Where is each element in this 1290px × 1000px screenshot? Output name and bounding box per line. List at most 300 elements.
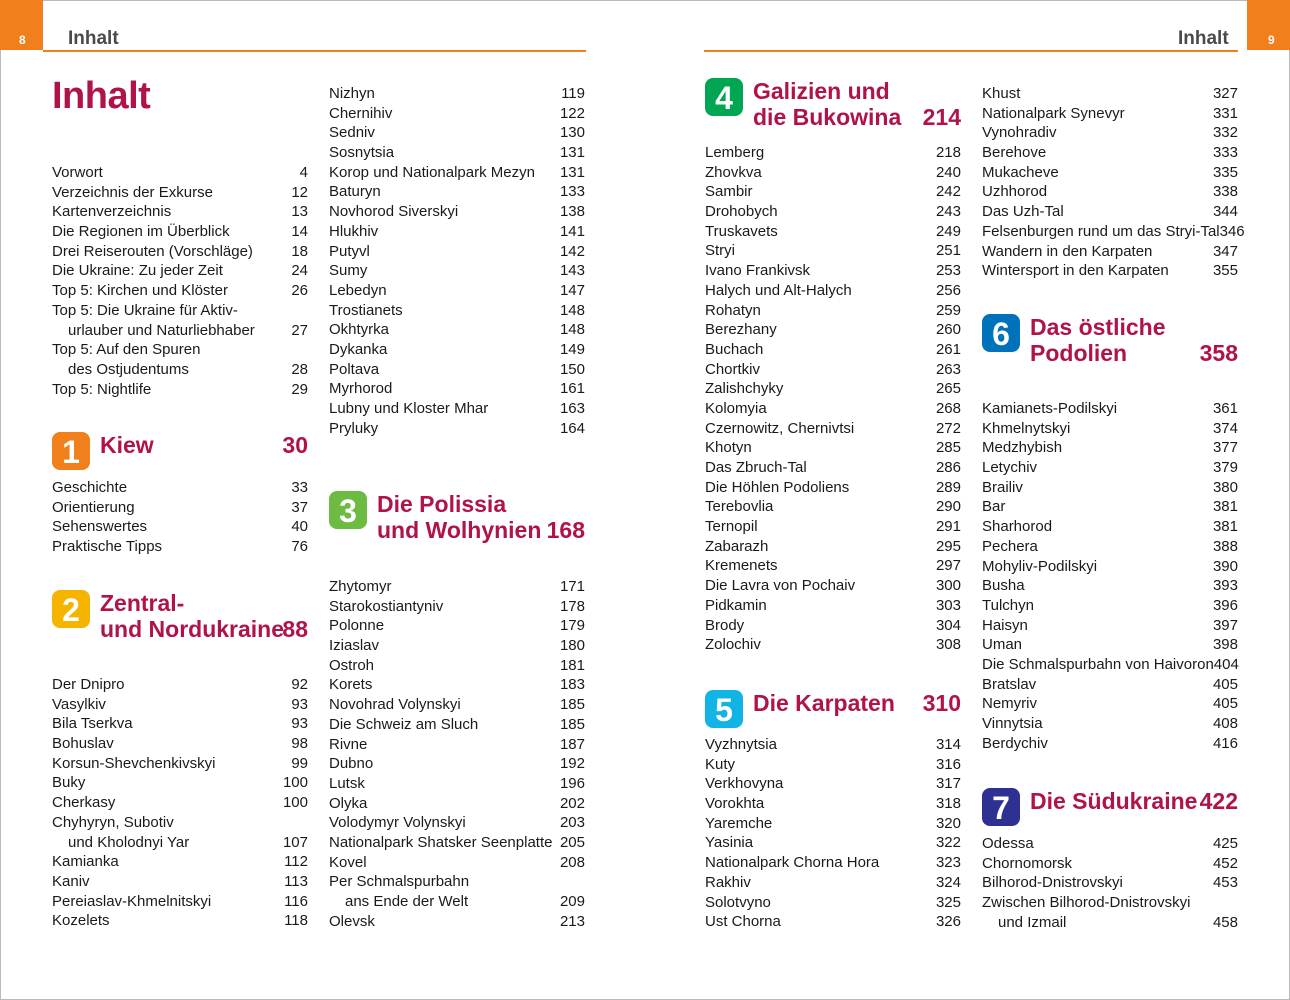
toc-entry[interactable] [982, 576, 1238, 596]
toc-entry[interactable] [52, 380, 308, 400]
toc-entry-page: 187 [559, 735, 585, 753]
toc-entry[interactable] [52, 833, 308, 853]
toc-entry[interactable] [52, 852, 308, 872]
toc-entry[interactable] [329, 123, 585, 143]
toc-entry[interactable] [705, 774, 961, 794]
toc-entry[interactable] [705, 419, 961, 439]
toc-entry-title: Rivne [329, 735, 368, 753]
toc-entry-title: ans Ende der Welt [345, 893, 469, 910]
toc-entry-page: 37 [291, 498, 308, 516]
toc-entry[interactable] [982, 635, 1238, 655]
toc-entry[interactable] [705, 912, 961, 932]
toc-entry[interactable] [705, 478, 961, 498]
toc-entry-page: 13 [291, 203, 308, 221]
chapter-title [753, 690, 895, 716]
toc-entry-title: Korsun-Shevchenkivskyi [52, 754, 216, 772]
toc-entry[interactable] [52, 813, 308, 833]
toc-entry[interactable] [982, 517, 1238, 537]
toc-entry[interactable] [982, 399, 1238, 419]
toc-entry[interactable] [705, 241, 961, 261]
toc-entry-title: Buchach [705, 340, 764, 358]
toc-entry-title: Pechera [982, 537, 1038, 555]
toc-entry-page: 361 [1212, 400, 1238, 417]
toc-entry[interactable] [329, 715, 585, 735]
chapter-start-page: 88 [282, 616, 308, 642]
toc-entry-title: Berdychiv [982, 734, 1048, 752]
toc-entry-page: 92 [291, 676, 308, 693]
chapter-number-badge: 5 [705, 690, 743, 728]
chapter-heading-6[interactable] [982, 314, 1238, 374]
toc-entry-title: Praktische Tipps [52, 538, 163, 556]
toc-entry[interactable] [52, 695, 308, 715]
toc-entry-page: 396 [1212, 596, 1238, 614]
toc-entry[interactable] [329, 360, 585, 380]
toc-entry[interactable] [329, 675, 585, 695]
toc-entry[interactable] [329, 379, 585, 399]
toc-entry-title: Geschichte [52, 479, 128, 496]
toc-entry-page: 209 [559, 893, 585, 910]
toc-entry[interactable] [52, 773, 308, 793]
toc-entry-page: 404 [1213, 655, 1239, 673]
toc-entry-page: 141 [559, 222, 585, 240]
toc-entry[interactable] [705, 163, 961, 183]
toc-entry-title: Chernihiv [329, 104, 393, 122]
toc-entry[interactable] [52, 222, 308, 242]
running-head-right: Inhalt [1178, 28, 1229, 49]
toc-entry-title: Nemyriv [982, 695, 1037, 713]
toc-entry[interactable] [982, 163, 1238, 183]
toc-entry-title: Kovel [329, 853, 367, 871]
toc-entry-title: Nationalpark Synevyr [982, 104, 1125, 122]
toc-entry[interactable] [329, 853, 585, 873]
toc-entry-title: und Izmail [998, 913, 1067, 931]
toc-entry-page: 218 [935, 144, 961, 161]
toc-entry-title: Polonne [329, 617, 385, 635]
toc-entry[interactable] [329, 261, 585, 281]
toc-entry[interactable] [982, 675, 1238, 695]
toc-entry[interactable] [329, 84, 585, 104]
toc-entry-title: Busha [982, 577, 1025, 595]
toc-entry-page: 408 [1212, 715, 1238, 732]
chapter-start-page: 310 [922, 690, 961, 716]
toc-entry[interactable] [329, 813, 585, 833]
toc-entry[interactable] [52, 793, 308, 813]
chapter-title-line: Kiew [100, 432, 154, 458]
toc-entry-page: 300 [935, 577, 961, 595]
toc-entry[interactable] [982, 834, 1238, 854]
toc-entry-page: 323 [935, 854, 961, 872]
toc-entry-page: 416 [1212, 734, 1238, 752]
toc-entry-page: 320 [935, 814, 961, 832]
toc-entry[interactable] [705, 360, 961, 380]
toc-entry[interactable] [982, 261, 1238, 281]
toc-entry-title: Buky [52, 774, 86, 792]
toc-entry-page: 130 [559, 124, 585, 142]
toc-entry-title: Vorwort [52, 164, 103, 181]
toc-entry[interactable] [982, 123, 1238, 143]
toc-entry-page: 213 [559, 912, 585, 930]
toc-entry-title: Kozelets [52, 912, 110, 930]
toc-entry-page: 331 [1212, 104, 1238, 122]
toc-entry[interactable] [705, 320, 961, 340]
toc-entry-page: 324 [935, 873, 961, 891]
toc-entry-page: 289 [935, 478, 961, 496]
toc-entry-title: Pidkamin [705, 596, 767, 614]
toc-entry[interactable] [52, 872, 308, 892]
toc-entry[interactable] [705, 379, 961, 399]
toc-entry[interactable] [329, 104, 585, 124]
toc-entry-title: Sambir [705, 183, 753, 201]
toc-entry-title: Myrhorod [329, 380, 393, 398]
toc-entry-title: urlauber und Naturliebhaber [68, 321, 255, 339]
chapter-title [100, 432, 154, 458]
toc-entry[interactable] [329, 222, 585, 242]
toc-entry[interactable] [52, 321, 308, 341]
toc-entry-title: Kaniv [52, 872, 90, 890]
toc-entry-title: Volodymyr Volynskyi [329, 814, 466, 832]
toc-entry[interactable] [982, 714, 1238, 734]
toc-entry[interactable] [705, 735, 961, 755]
toc-entry-page: 202 [559, 794, 585, 812]
toc-entry-page: 314 [935, 736, 961, 753]
toc-entry[interactable] [52, 183, 308, 203]
toc-entry-title: Vynohradiv [982, 124, 1057, 142]
toc-entry[interactable] [329, 281, 585, 301]
chapter-5-entries [705, 735, 961, 932]
toc-entry[interactable] [52, 261, 308, 281]
chapter-number-badge: 2 [52, 590, 90, 628]
toc-entry[interactable] [329, 912, 585, 932]
toc-entry[interactable] [329, 833, 585, 853]
toc-entry-page: 171 [559, 578, 585, 595]
chapter-heading-3[interactable] [329, 491, 585, 551]
toc-entry[interactable] [705, 853, 961, 873]
toc-entry-title: Lubny und Kloster Mhar [329, 400, 489, 417]
toc-entry[interactable] [705, 458, 961, 478]
toc-entry[interactable] [982, 913, 1238, 933]
toc-entry-page: 98 [291, 735, 308, 753]
chapter-title-line: Die Südukraine [1030, 788, 1198, 814]
toc-entry[interactable] [705, 537, 961, 557]
toc-entry[interactable] [705, 399, 961, 419]
chapter-title-line: die Bukowina [753, 104, 902, 130]
toc-entry-page: 29 [291, 380, 308, 398]
toc-entry-page: 116 [284, 892, 308, 910]
toc-entry[interactable] [329, 872, 585, 892]
toc-entry[interactable] [52, 892, 308, 912]
toc-entry-page: 148 [559, 301, 585, 319]
toc-entry[interactable] [52, 734, 308, 754]
toc-entry[interactable] [52, 242, 308, 262]
toc-entry[interactable] [52, 202, 308, 222]
toc-entry[interactable] [329, 597, 585, 617]
toc-entry-page: 333 [1212, 144, 1238, 162]
toc-entry[interactable] [982, 893, 1238, 913]
toc-entry[interactable] [982, 655, 1238, 675]
toc-entry[interactable] [982, 104, 1238, 124]
toc-entry[interactable] [329, 636, 585, 656]
toc-entry-title: Haisyn [982, 616, 1028, 634]
toc-entry[interactable] [329, 695, 585, 715]
toc-entry[interactable] [52, 911, 308, 931]
toc-entry[interactable] [329, 163, 585, 183]
toc-entry[interactable] [705, 576, 961, 596]
toc-entry[interactable] [329, 735, 585, 755]
toc-entry[interactable] [52, 340, 308, 360]
toc-entry-title: Brailiv [982, 478, 1023, 496]
toc-entry-page: 335 [1212, 163, 1238, 181]
toc-entry[interactable] [705, 596, 961, 616]
toc-entry-title: Baturyn [329, 183, 381, 201]
toc-entry-title: Kamianka [52, 853, 119, 871]
page-number-tab-left [0, 0, 43, 50]
toc-entry[interactable] [982, 873, 1238, 893]
toc-entry[interactable] [329, 242, 585, 262]
toc-entry[interactable] [329, 774, 585, 794]
toc-entry[interactable] [52, 714, 308, 734]
toc-entry-title: Wintersport in den Karpaten [982, 262, 1169, 280]
toc-entry-title: Berehove [982, 144, 1047, 162]
toc-entry[interactable] [982, 557, 1238, 577]
toc-entry-title: Novhorod Siverskyi [329, 203, 459, 221]
toc-entry[interactable] [705, 833, 961, 853]
toc-entry-title: Cherkasy [52, 794, 116, 812]
toc-entry-title: des Ostjudentums [68, 360, 189, 378]
toc-entry[interactable] [705, 438, 961, 458]
toc-entry[interactable] [982, 84, 1238, 104]
toc-entry[interactable] [329, 340, 585, 360]
toc-entry-title: Olyka [329, 794, 368, 812]
toc-entry-page: 261 [935, 340, 961, 358]
toc-entry-title: Top 5: Auf den Spuren [52, 341, 201, 359]
toc-entry-title: Chortkiv [705, 360, 761, 378]
toc-entry[interactable] [329, 320, 585, 340]
toc-entry[interactable] [982, 222, 1245, 242]
toc-entry[interactable] [329, 182, 585, 202]
chapter-number-badge: 1 [52, 432, 90, 470]
toc-entry[interactable] [705, 281, 961, 301]
toc-entry[interactable] [705, 616, 961, 636]
toc-entry[interactable] [982, 202, 1238, 222]
toc-entry[interactable] [52, 281, 308, 301]
toc-entry[interactable] [982, 596, 1238, 616]
toc-entry-page: 259 [935, 301, 961, 319]
toc-entry-title: Mohyliv-Podilskyi [982, 557, 1098, 575]
toc-entry-page: 242 [935, 183, 961, 201]
toc-entry[interactable] [329, 794, 585, 814]
toc-entry-title: Zhovkva [705, 163, 762, 181]
toc-entry[interactable] [982, 143, 1238, 163]
toc-entry-title: Bilhorod-Dnistrovskyi [982, 874, 1123, 892]
toc-entry[interactable] [705, 794, 961, 814]
toc-entry[interactable] [705, 222, 961, 242]
toc-entry[interactable] [52, 754, 308, 774]
toc-entry-page: 268 [935, 399, 961, 417]
toc-entry[interactable] [705, 517, 961, 537]
toc-entry[interactable] [329, 892, 585, 912]
running-head-left: Inhalt [68, 28, 119, 49]
toc-entry[interactable] [982, 438, 1238, 458]
page-title: Inhalt [52, 75, 151, 117]
toc-entry-title: Chyhyryn, Subotiv [52, 813, 174, 831]
chapter-title [1030, 314, 1166, 366]
toc-entry[interactable] [329, 616, 585, 636]
toc-entry-title: Khmelnytskyi [982, 419, 1071, 437]
toc-entry-title: Zolochiv [705, 636, 761, 654]
toc-entry-page: 14 [291, 223, 308, 241]
toc-entry[interactable] [705, 556, 961, 576]
toc-entry-title: Terebovlia [705, 498, 774, 516]
chapter-title-line: Podolien [1030, 340, 1128, 366]
toc-entry-page: 272 [935, 419, 961, 437]
toc-entry-title: Kolomyia [705, 399, 767, 417]
toc-entry-title: Zhytomyr [329, 578, 392, 595]
toc-entry-title: Berezhany [705, 321, 777, 339]
page-number-right: 9 [1268, 33, 1275, 47]
toc-entry[interactable] [705, 814, 961, 834]
toc-entry-title: Drei Reiserouten (Vorschläge) [52, 242, 253, 260]
toc-entry-page: 113 [284, 872, 308, 890]
chapter-start-page: 422 [1199, 788, 1238, 814]
toc-entry-title: Das Zbruch-Tal [705, 459, 807, 476]
toc-entry-title: Die Lavra von Pochaiv [705, 577, 856, 595]
toc-entry[interactable] [982, 537, 1238, 557]
toc-entry[interactable] [705, 497, 961, 517]
toc-entry-page: 317 [935, 775, 961, 793]
toc-entry[interactable] [982, 854, 1238, 874]
toc-entry[interactable] [705, 202, 961, 222]
toc-entry-title: Der Dnipro [52, 676, 125, 693]
toc-entry[interactable] [982, 242, 1238, 262]
chapter-number-badge: 7 [982, 788, 1020, 826]
toc-entry-title: Iziaslav [329, 637, 380, 655]
toc-entry[interactable] [705, 340, 961, 360]
toc-entry-page: 398 [1212, 636, 1238, 654]
toc-entry-title: Zabarazh [705, 537, 769, 555]
toc-entry-title: Olevsk [329, 912, 375, 930]
toc-entry[interactable] [982, 478, 1238, 498]
toc-entry-page: 374 [1212, 419, 1238, 437]
toc-entry[interactable] [705, 261, 961, 281]
toc-entry-title: Kremenets [705, 557, 778, 575]
toc-entry[interactable] [52, 675, 308, 695]
chapter-heading-2[interactable] [52, 590, 308, 650]
toc-entry-title: Yaremche [705, 814, 773, 832]
toc-entry[interactable] [52, 301, 308, 321]
toc-entry[interactable] [52, 360, 308, 380]
toc-entry-title: Ternopil [705, 518, 758, 536]
toc-entry-title: Ostroh [329, 656, 375, 674]
toc-entry-title: Die Ukraine: Zu jeder Zeit [52, 262, 223, 280]
toc-entry[interactable] [52, 478, 308, 498]
toc-entry-page: 304 [935, 616, 961, 634]
toc-entry[interactable] [982, 419, 1238, 439]
toc-entry-page: 322 [935, 834, 961, 852]
toc-entry[interactable] [982, 497, 1238, 517]
toc-entry[interactable] [52, 498, 308, 518]
toc-entry[interactable] [329, 577, 585, 597]
toc-entry-title: Per Schmalspurbahn [329, 873, 470, 891]
toc-entry-title: Korop und Nationalpark Mezyn [329, 163, 535, 181]
toc-entry[interactable] [52, 537, 308, 557]
toc-entry-page: 240 [935, 163, 961, 181]
toc-entry[interactable] [982, 734, 1238, 754]
toc-entry-page: 327 [1212, 85, 1238, 102]
chapter-start-page: 358 [1199, 340, 1238, 366]
toc-entry[interactable] [982, 182, 1238, 202]
toc-entry-page: 178 [559, 597, 585, 615]
toc-entry[interactable] [705, 143, 961, 163]
toc-entry[interactable] [705, 635, 961, 655]
toc-entry[interactable] [329, 656, 585, 676]
toc-entry[interactable] [705, 893, 961, 913]
toc-entry-title: Vinnytsia [982, 715, 1043, 732]
toc-entry-page: 149 [559, 340, 585, 358]
toc-entry-title: Vorokhta [705, 795, 765, 813]
toc-entry-title: Top 5: Kirchen und Klöster [52, 282, 228, 300]
toc-entry-page: 381 [1212, 498, 1238, 516]
toc-entry-page: 380 [1212, 478, 1238, 496]
toc-entry[interactable] [705, 182, 961, 202]
toc-entry-title: Vyzhnytsia [705, 736, 777, 753]
toc-entry-page: 161 [559, 380, 585, 398]
toc-entry[interactable] [982, 458, 1238, 478]
toc-entry-page: 27 [291, 321, 308, 339]
toc-entry-page: 93 [291, 695, 308, 713]
toc-entry-page: 131 [559, 144, 585, 162]
toc-entry-page: 397 [1212, 616, 1238, 634]
chapter-title-line: Zentral- [100, 590, 185, 616]
toc-entry[interactable] [982, 616, 1238, 636]
toc-entry-title: Top 5: Nightlife [52, 380, 152, 398]
toc-entry[interactable] [329, 399, 585, 419]
toc-entry-title: Felsenburgen rund um das Stryi-Tal [982, 222, 1220, 240]
toc-entry-title: Sharhorod [982, 518, 1053, 536]
chapter-3-entries [329, 577, 585, 931]
toc-entry[interactable] [329, 202, 585, 222]
toc-entry-page: 344 [1212, 203, 1238, 221]
toc-entry[interactable] [329, 419, 585, 439]
toc-entry-title: Dubno [329, 755, 374, 773]
chapter-4-entries [705, 143, 961, 655]
chapter-title-line: und Nordukraine [100, 616, 285, 642]
toc-entry-title: Die Schweiz am Sluch [329, 715, 479, 733]
toc-entry[interactable] [329, 754, 585, 774]
chapter-7-entries [982, 834, 1238, 932]
toc-entry[interactable] [982, 694, 1238, 714]
toc-entry-title: Stryi [705, 242, 735, 260]
toc-entry[interactable] [329, 301, 585, 321]
toc-entry-title: Top 5: Die Ukraine für Aktiv- [52, 301, 238, 319]
chapter-title-line: Das östliche [1030, 314, 1166, 340]
toc-entry[interactable] [705, 873, 961, 893]
chapter-heading-4[interactable] [705, 78, 961, 138]
toc-entry-title: Bar [982, 498, 1006, 516]
toc-entry[interactable] [329, 143, 585, 163]
toc-entry-title: Verkhovyna [705, 775, 784, 793]
toc-entry-title: Bila Tserkva [52, 715, 133, 733]
toc-entry-page: 100 [282, 794, 308, 812]
toc-entry-page: 346 [1219, 222, 1245, 240]
toc-entry-title: Medzhybish [982, 439, 1063, 457]
chapter-2-entries [52, 675, 308, 931]
toc-entry-page: 251 [935, 242, 961, 260]
toc-entry[interactable] [705, 301, 961, 321]
toc-entry[interactable] [52, 163, 308, 183]
toc-entry[interactable] [705, 755, 961, 775]
toc-entry-title: Pereiaslav-Khmelnitskyi [52, 892, 212, 910]
toc-entry[interactable] [52, 517, 308, 537]
